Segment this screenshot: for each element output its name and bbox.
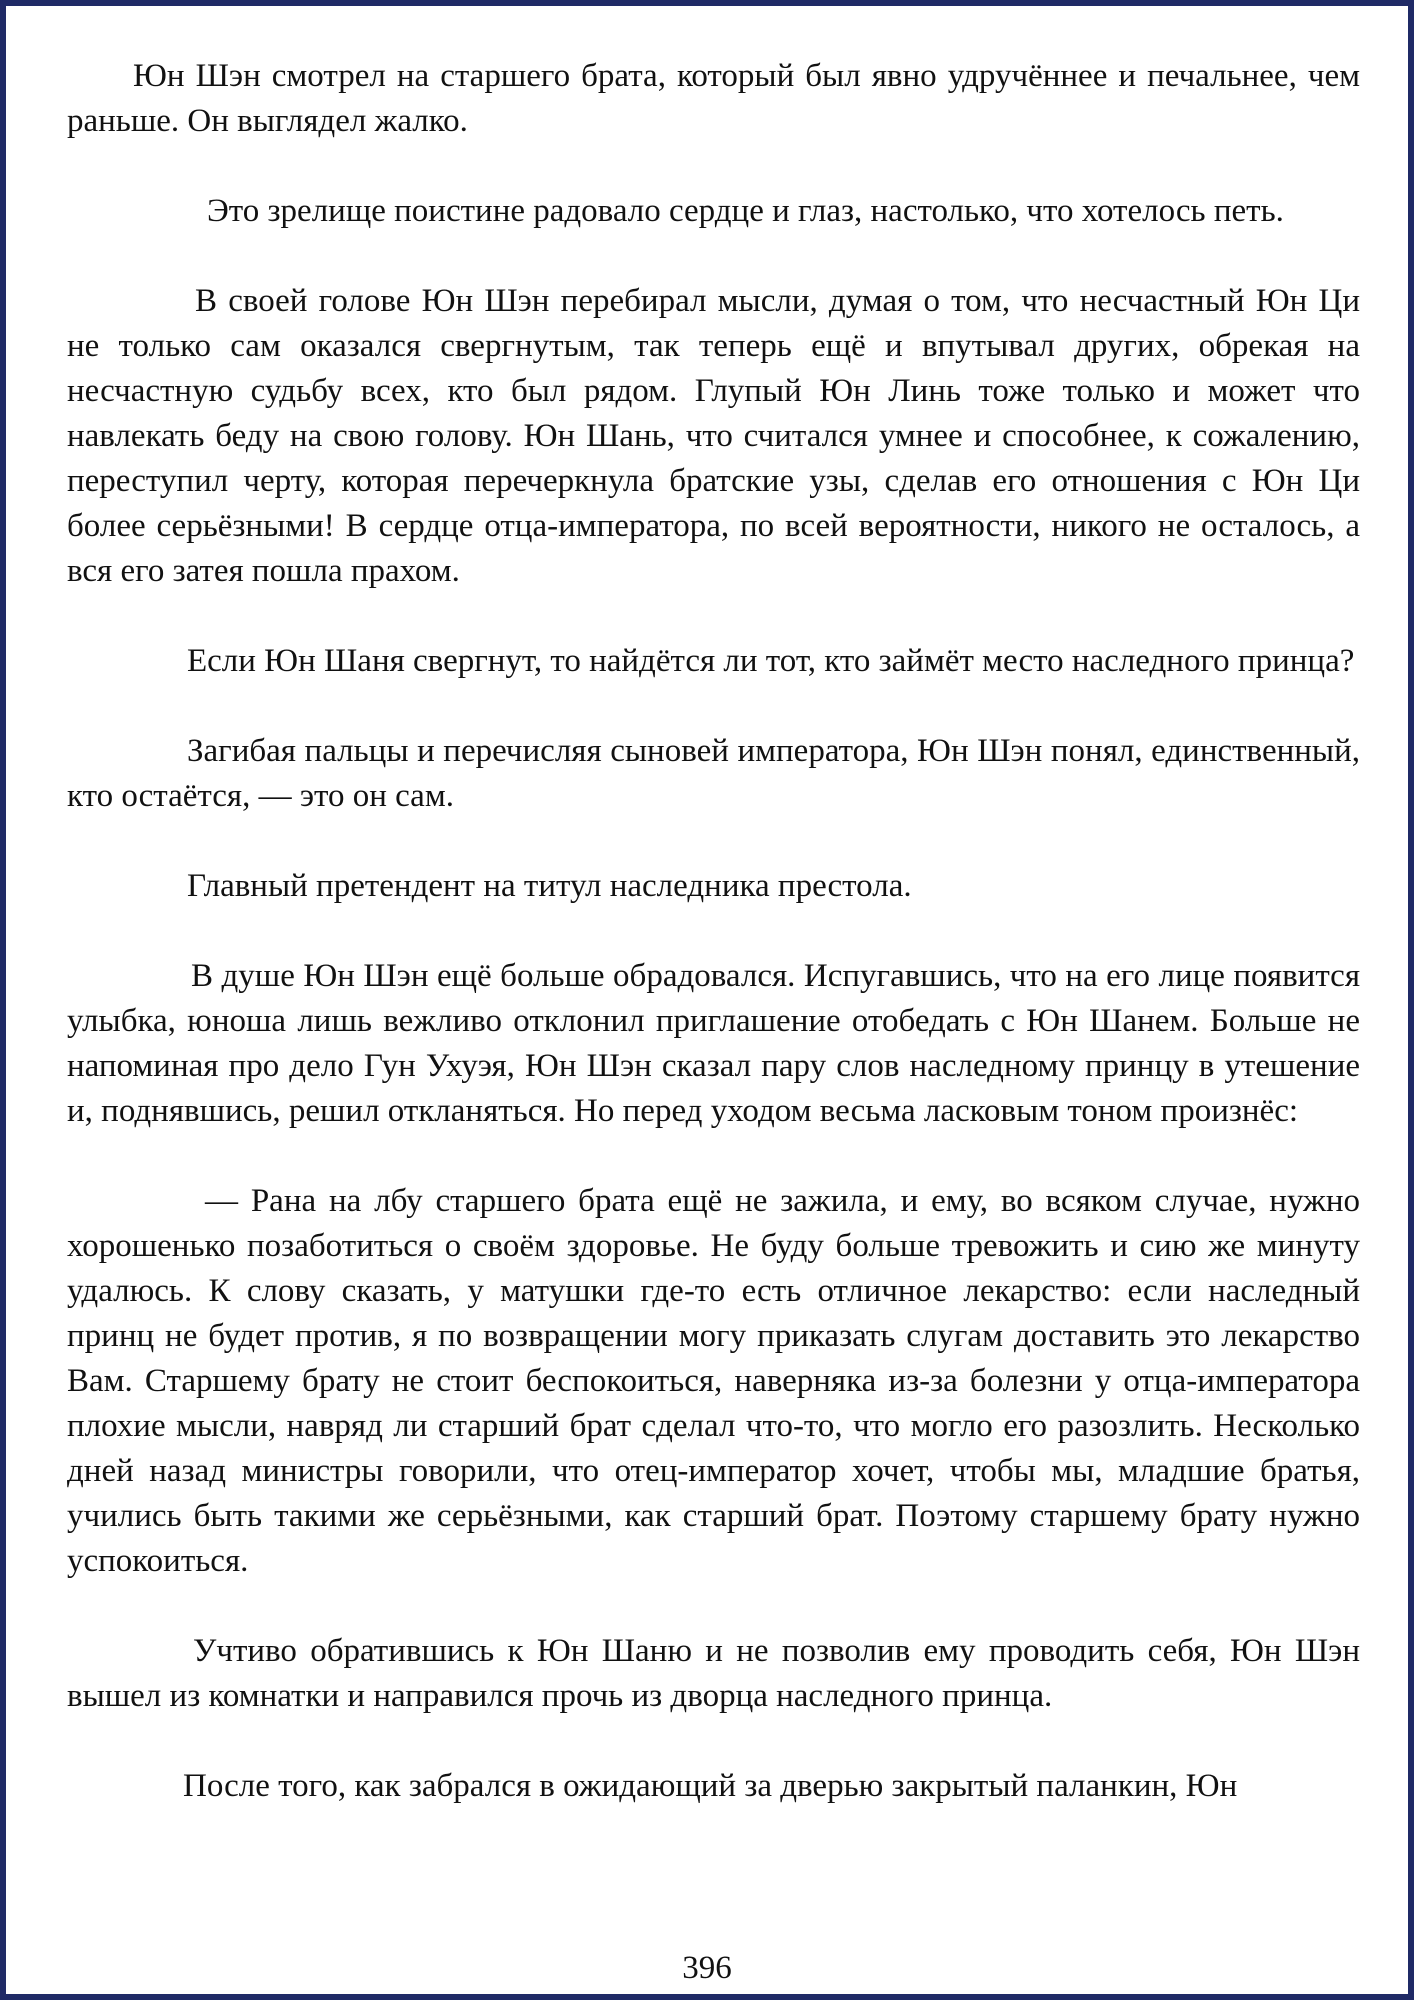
page-number: 396	[682, 1950, 732, 1986]
paragraph-2: Это зрелище поистине радовало сердце и глаз, настолько, что хотелось петь.	[207, 193, 1284, 229]
paragraph-6: Главный претендент на титул наследника престола.	[187, 868, 912, 904]
paragraph-5: Загибая пальцы и перечисляя сыновей императора, Юн Шэн понял, единственный, кто остаётся, — это он сам.	[67, 733, 1360, 814]
paragraph-3: В своей голове Юн Шэн перебирал мысли, думая о том, что несчастный Юн Ци не только сам оказался свергнутым, так теперь ещё и впутывал других, обрекая на несчастную судьбу всех, кто был рядом. Глупый Юн Линь тоже только и может что навлекать беду на свою голову. Юн Шань, что считался умнее и способнее, к сожалению, переступил черту, которая перечеркнула братские узы, сделав его отношения с Юн Ци более серьёзными! В сердце отца-императора, по всей вероятности, никого не осталось, а вся его затея пошла прахом.	[67, 283, 1360, 589]
paragraph-7: В душе Юн Шэн ещё больше обрадовался. Испугавшись, что на его лице появится улыбка, юноша лишь вежливо отклонил приглашение отобедать с Юн Шанем. Больше не напоминая про дело Гун Ухуэя, Юн Шэн сказал пару слов наследному принцу в утешение и, поднявшись, решил откланяться. Но перед уходом весьма ласковым тоном произнёс:	[67, 958, 1360, 1129]
paragraph-9: Учтиво обратившись к Юн Шаню и не позволив ему проводить себя, Юн Шэн вышел из комнатки и направился прочь из дворца наследного принца.	[67, 1633, 1360, 1714]
paragraph-10: После того, как забрался в ожидающий за дверью закрытый паланкин, Юн	[183, 1768, 1238, 1804]
paragraph-1: Юн Шэн смотрел на старшего брата, который был явно удручённее и печальнее, чем раньше. Он выглядел жалко.	[67, 58, 1360, 139]
paragraph-8: — Рана на лбу старшего брата ещё не зажила, и ему, во всяком случае, нужно хорошенько позаботиться о своём здоровье. Не буду больше тревожить и сию же минуту удалюсь. К слову сказать, у матушки где-то есть отличное лекарство: если наследный принц не будет против, я по возвращении могу приказать слугам доставить это лекарство Вам. Старшему брату не стоит беспокоиться, наверняка из-за болезни у отца-императора плохие мысли, навряд ли старший брат сделал что-то, что могло его разозлить. Несколько дней назад министры говорили, что отец-император хочет, чтобы мы, младшие братья, учились быть такими же серьёзными, как старший брат. Поэтому старшему брату нужно успокоиться.	[67, 1183, 1360, 1579]
page-body-text	[67, 54, 1360, 1854]
paragraph-4: Если Юн Шаня свергнут, то найдётся ли тот, кто займёт место наследного принца?	[187, 643, 1355, 679]
